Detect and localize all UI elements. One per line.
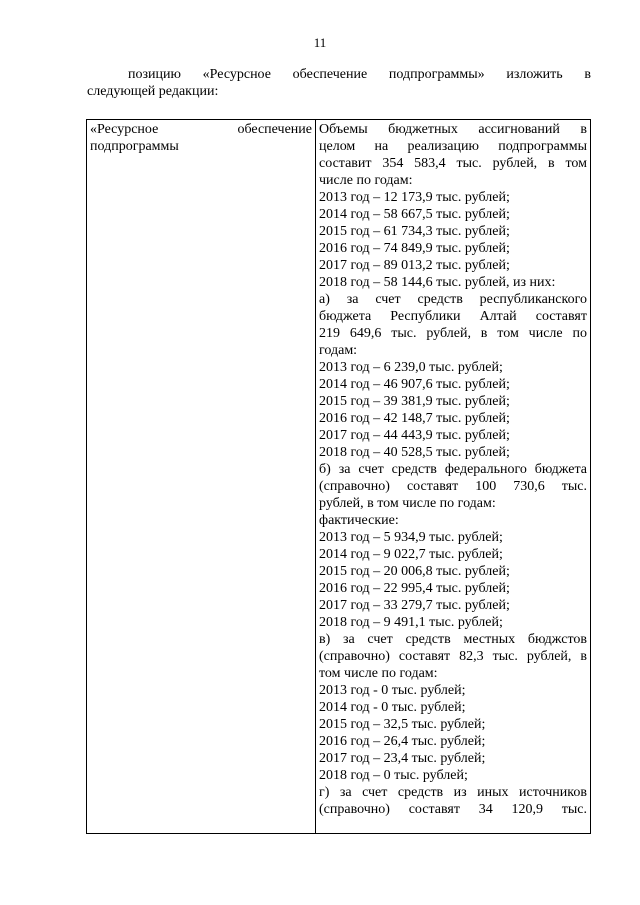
page-number: 11 [313, 35, 327, 50]
value-line: 2018 год – 0 тыс. рублей; [319, 768, 468, 783]
resource-table [86, 119, 591, 834]
value-line: 2016 год – 22 995,4 тыс. рублей; [319, 581, 510, 596]
value-line: а) за счет средств республиканского [319, 292, 587, 307]
value-line: 2013 год – 12 173,9 тыс. рублей; [319, 190, 510, 205]
value-line: 2015 год – 39 381,9 тыс. рублей; [319, 394, 510, 409]
resource-label-cell [87, 120, 316, 834]
value-line: 2016 год – 42 148,7 тыс. рублей; [319, 411, 510, 426]
value-line: 219 649,6 тыс. рублей, в том числе по [319, 326, 587, 341]
value-line: годам: [319, 343, 358, 358]
table-row [87, 120, 591, 834]
value-line: 2018 год – 9 491,1 тыс. рублей; [319, 615, 503, 630]
intro-line: следующей редакции: [87, 84, 219, 99]
value-line: 2015 год – 32,5 тыс. рублей; [319, 717, 486, 732]
value-line: 2017 год – 33 279,7 тыс. рублей; [319, 598, 510, 613]
value-line: 2016 год – 26,4 тыс. рублей; [319, 734, 486, 749]
value-line: (справочно) составят 34 120,9 тыс. [319, 802, 587, 817]
intro-paragraph [87, 66, 591, 100]
value-line: фактические: [319, 513, 399, 528]
value-line: 2014 год – 46 907,6 тыс. рублей; [319, 377, 510, 392]
value-line: 2014 год – 9 022,7 тыс. рублей; [319, 547, 503, 562]
value-line: 2017 год – 44 443,9 тыс. рублей; [319, 428, 510, 443]
value-line: рублей, в том числе по годам: [319, 496, 496, 511]
resource-label: подпрограммы [90, 139, 179, 154]
value-line: 2017 год – 23,4 тыс. рублей; [319, 751, 486, 766]
value-line: 2016 год – 74 849,9 тыс. рублей; [319, 241, 510, 256]
value-line: (справочно) составят 82,3 тыс. рублей, в [319, 649, 587, 664]
value-line: 2018 год – 58 144,6 тыс. рублей, из них: [319, 275, 556, 290]
value-line: целом на реализацию подпрограммы [319, 139, 587, 154]
intro-line: позицию «Ресурсное обеспечение подпрограммы» изложить в [128, 67, 591, 82]
value-line: составит 354 583,4 тыс. рублей, в том [319, 156, 587, 171]
value-line: 2015 год – 20 006,8 тыс. рублей; [319, 564, 510, 579]
value-line: 2018 год – 40 528,5 тыс. рублей; [319, 445, 510, 460]
value-line: г) за счет средств из иных источников [319, 785, 587, 800]
value-line: (справочно) составят 100 730,6 тыс. [319, 479, 587, 494]
value-line: 2014 год – 58 667,5 тыс. рублей; [319, 207, 510, 222]
value-line: 2017 год – 89 013,2 тыс. рублей; [319, 258, 510, 273]
resource-label: «Ресурсное обеспечение [90, 122, 312, 137]
value-line: б) за счет средств федерального бюджета [319, 462, 587, 477]
value-line: в) за счет средств местных бюджстов [319, 632, 587, 647]
value-line: бюджета Республики Алтай составят [319, 309, 587, 324]
value-line: 2013 год – 6 239,0 тыс. рублей; [319, 360, 503, 375]
value-line: Объемы бюджетных ассигнований в [319, 122, 587, 137]
resource-value-cell [316, 120, 591, 834]
value-line: 2014 год - 0 тыс. рублей; [319, 700, 466, 715]
value-line: 2015 год – 61 734,3 тыс. рублей; [319, 224, 510, 239]
value-line: 2013 год - 0 тыс. рублей; [319, 683, 466, 698]
value-line: 2013 год – 5 934,9 тыс. рублей; [319, 530, 503, 545]
value-line: числе по годам: [319, 173, 413, 188]
value-line: том числе по годам: [319, 666, 438, 681]
